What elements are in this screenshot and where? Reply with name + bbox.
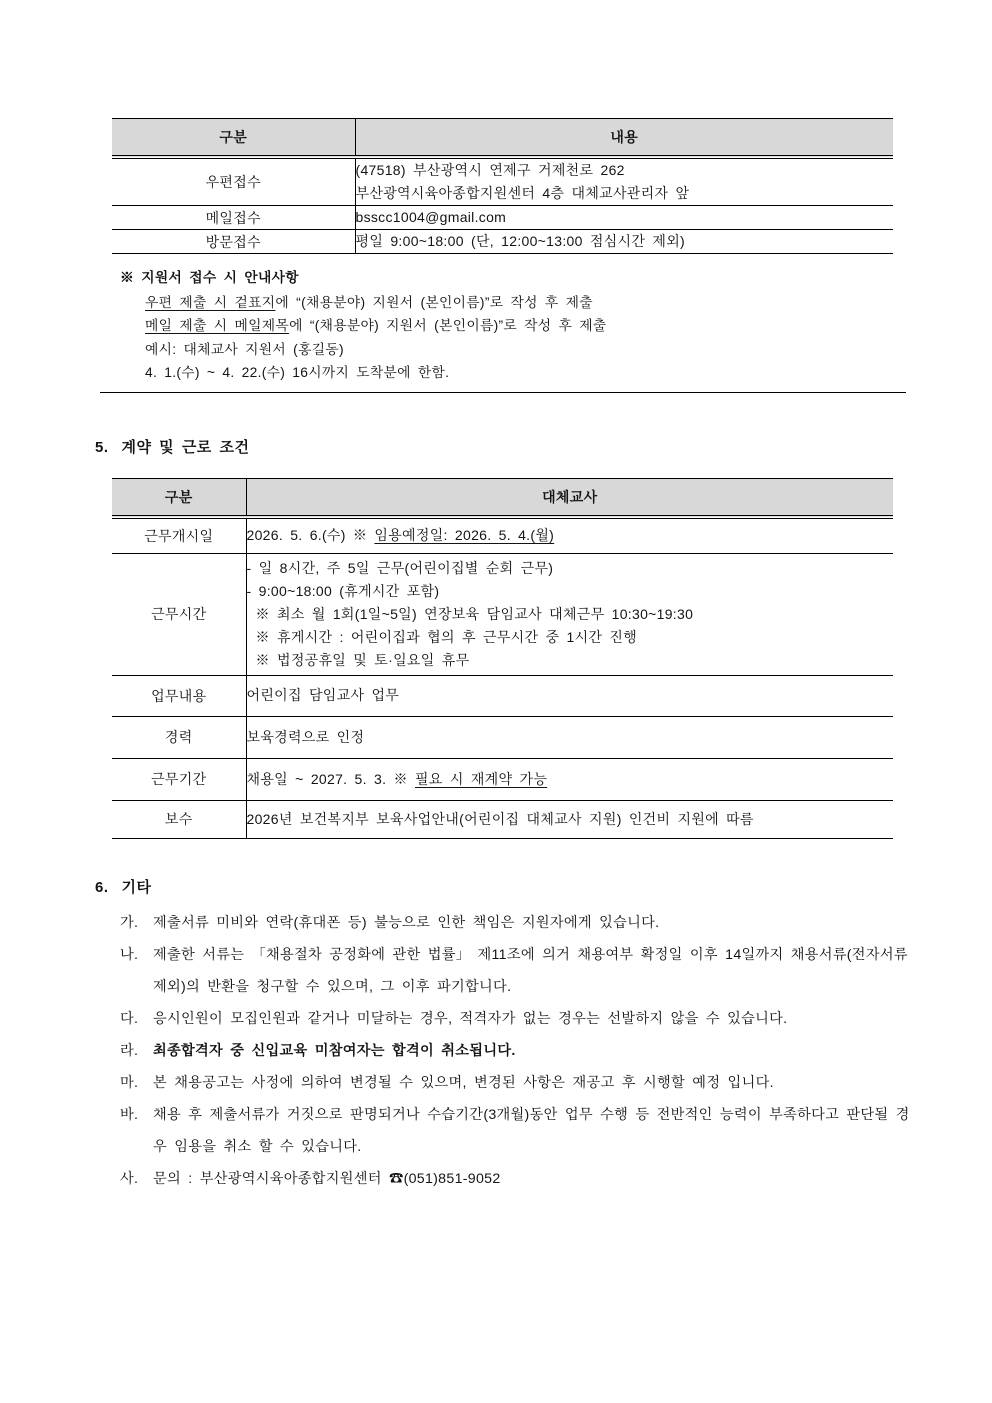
career-label: 경력 <box>112 716 246 758</box>
work-hours-line5: ※ 법정공휴일 및 토·일요일 휴무 <box>255 651 470 668</box>
misc-items-list <box>120 907 912 1195</box>
work-period-label: 근무기간 <box>112 758 246 800</box>
list-item <box>120 1067 912 1099</box>
item-prefix: 가. <box>120 914 139 931</box>
notice-postal-rest: 에 “(채용분야) 지원서 (본인이름)”로 작성 후 제출 <box>275 294 593 310</box>
application-notice <box>120 266 893 385</box>
table-row-postal <box>112 157 893 206</box>
visit-row-label: 방문접수 <box>112 230 355 254</box>
table-row-email <box>112 206 893 230</box>
phone-icon: ☎ <box>389 1170 404 1187</box>
item-text: 최종합격자 중 신입교육 미참여자는 합격이 취소됩니다. <box>153 1042 516 1059</box>
table-row-career <box>112 716 893 758</box>
contact-text <box>153 1163 912 1195</box>
list-item-contact <box>120 1163 912 1195</box>
work-period-underlined: 필요 시 재계약 가능 <box>414 770 548 787</box>
start-date-underlined: 임용예정일: 2026. 5. 4.(월) <box>374 527 555 543</box>
start-date-text: 2026. 5. 6.(수) ※ <box>246 527 375 543</box>
notice-postal-underlined: 우편 제출 시 겉표지 <box>145 294 276 310</box>
item-prefix: 바. <box>120 1106 139 1123</box>
contact-phone-number: (051)851-9052 <box>403 1170 501 1187</box>
reception-table-header-row <box>112 119 893 158</box>
item-prefix: 라. <box>120 1042 139 1059</box>
reception-table <box>112 118 893 254</box>
pay-text: 2026년 보건복지부 보육사업안내(어린이집 대체교사 지원) 인건비 지원에 따름 <box>246 810 754 827</box>
postal-row-label: 우편접수 <box>112 157 355 206</box>
section6-title <box>95 876 893 897</box>
notice-email-underlined: 메일 제출 시 메일제목 <box>145 318 290 333</box>
section5-title <box>95 436 893 457</box>
section6-label: 기타 <box>121 878 152 896</box>
section-divider-line <box>100 392 906 393</box>
email-address: bsscc1004@gmail.com <box>355 209 507 225</box>
item-text: 제출한 서류는 「채용절차 공정화에 관한 법률」 제11조에 의거 채용여부 확정일 이후 14일까지 채용서류(전자서류 제외)의 반환을 청구할 수 있으며, 그 이후 파기합니다. <box>153 946 908 995</box>
contract-header-teacher: 대체교사 <box>246 478 893 517</box>
pay-label: 보수 <box>112 800 246 838</box>
notice-line-email <box>145 314 893 338</box>
work-hours-line1: - 일 8시간, 주 5일 근무(어린이집별 순회 근무) <box>246 559 554 576</box>
work-hours-label: 근무시간 <box>112 553 246 675</box>
document-content <box>95 118 910 1195</box>
duty-label: 업무내용 <box>112 675 246 716</box>
email-row-label: 메일접수 <box>112 206 355 230</box>
item-text: 제출서류 미비와 연락(휴대폰 등) 불능으로 인한 책임은 지원자에게 있습니다. <box>153 914 660 931</box>
item-text: 채용 후 제출서류가 거짓으로 판명되거나 수습기간(3개월)동안 업무 수행 등 전반적인 능력이 부족하다고 판단될 경우 임용을 취소 할 수 있습니다. <box>153 1106 910 1155</box>
notice-line-example: 예시: 대체교사 지원서 (홍길동) <box>145 341 344 357</box>
list-item <box>120 939 912 1003</box>
item-text: 본 채용공고는 사정에 의하여 변경될 수 있으며, 변경된 사항은 재공고 후 시행할 예정 입니다. <box>153 1074 774 1091</box>
visit-hours: 평일 9:00~18:00 (단, 12:00~13:00 점심시간 제외) <box>355 233 685 249</box>
table-row-visit <box>112 230 893 254</box>
item-prefix: 마. <box>120 1074 139 1091</box>
item-text: 응시인원이 모집인원과 같거나 미달하는 경우, 적격자가 없는 경우는 선발하지 않을 수 있습니다. <box>153 1010 788 1027</box>
reception-header-category: 구분 <box>112 119 355 158</box>
start-date-label: 근무개시일 <box>112 517 246 554</box>
career-text: 보육경력으로 인정 <box>246 728 365 745</box>
table-row-work-hours <box>112 553 893 675</box>
postal-address-line1: (47518) 부산광역시 연제구 거제천로 262 <box>355 162 625 178</box>
contact-label: 문의 : 부산광역시육아종합지원센터 <box>153 1170 382 1187</box>
work-hours-line2: - 9:00~18:00 (휴게시간 포함) <box>246 582 440 599</box>
postal-address-line2: 부산광역시육아종합지원센터 4층 대체교사관리자 앞 <box>355 185 690 201</box>
item-prefix: 다. <box>120 1010 139 1027</box>
notice-line-postal <box>145 291 893 315</box>
contract-table <box>112 478 893 839</box>
list-item <box>120 1099 912 1163</box>
table-row-duty <box>112 675 893 716</box>
table-row-pay <box>112 800 893 838</box>
notice-email-rest: 에 “(채용분야) 지원서 (본인이름)”로 작성 후 제출 <box>289 318 607 333</box>
reception-header-content: 내용 <box>355 119 893 158</box>
contract-header-category: 구분 <box>112 478 246 517</box>
duty-text: 어린이집 담임교사 업무 <box>246 687 400 703</box>
notice-line-deadline: 4. 1.(수) ~ 4. 22.(수) 16시까지 도착분에 한함. <box>145 365 450 380</box>
section5-number: 5. <box>95 438 109 456</box>
contract-table-header-row <box>112 478 893 517</box>
list-item-bold <box>120 1035 912 1067</box>
table-row-work-period <box>112 758 893 800</box>
list-item <box>120 907 912 939</box>
table-row-start-date <box>112 517 893 554</box>
work-hours-line4: ※ 휴게시간 : 어린이집과 협의 후 근무시간 중 1시간 진행 <box>255 628 638 645</box>
item-prefix: 사. <box>120 1170 139 1187</box>
list-item <box>120 1003 912 1035</box>
notice-title: ※ 지원서 접수 시 안내사항 <box>120 270 299 285</box>
item-prefix: 나. <box>120 946 139 963</box>
section5-label: 계약 및 근로 조건 <box>121 438 250 456</box>
section6-number: 6. <box>95 878 109 896</box>
work-hours-line3: ※ 최소 월 1회(1일~5일) 연장보육 담임교사 대체근무 10:30~19:30 <box>255 605 694 622</box>
work-period-text: 채용일 ~ 2027. 5. 3. ※ <box>246 770 415 787</box>
